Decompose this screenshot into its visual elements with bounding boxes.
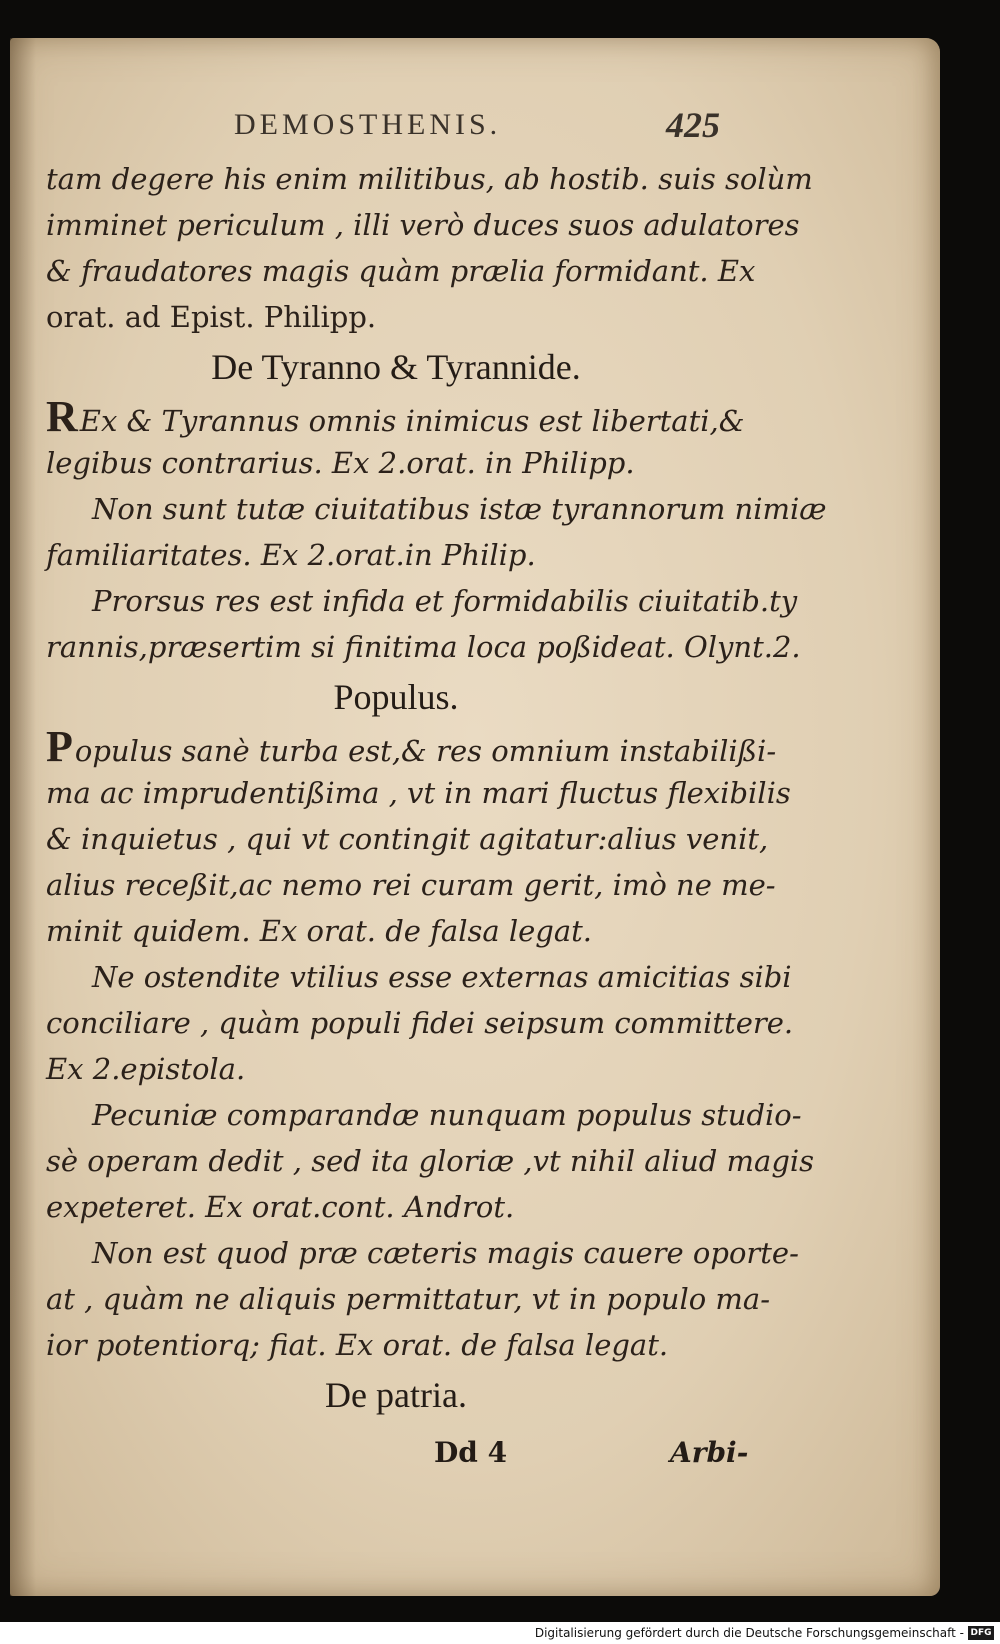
book-page bbox=[10, 38, 940, 1596]
text-line: expeteret. Ex orat.cont. Androt. bbox=[46, 1190, 515, 1224]
text-line: ior potentiorq; fiat. Ex orat. de falsa legat. bbox=[46, 1328, 669, 1362]
dfg-logo-icon: DFG bbox=[968, 1626, 994, 1640]
text-line: legibus contrarius. Ex 2.orat. in Philipp. bbox=[46, 446, 635, 480]
text-line: familiaritates. Ex 2.orat.in Philip. bbox=[46, 538, 536, 572]
section-heading-populus: Populus. bbox=[333, 677, 459, 717]
section-heading-patria: De patria. bbox=[325, 1375, 467, 1415]
attribution-bar bbox=[0, 1622, 1000, 1644]
text-line: conciliare , quàm populi fidei seipsum committere. bbox=[46, 1006, 794, 1040]
text-line: Populus sanè turba est,& res omnium instabilißi- bbox=[46, 722, 777, 771]
text-line: ma ac imprudentißima , vt in mari fluctus flexibilis bbox=[46, 776, 791, 810]
signature-mark: Dd 4 bbox=[434, 1436, 508, 1469]
text-line: Ex 2.epistola. bbox=[46, 1052, 246, 1086]
text-line: rannis,præsertim si finitima loca poßideat. Olynt.2. bbox=[46, 630, 801, 664]
text-line: Ne ostendite vtilius esse externas amicitias sibi bbox=[92, 960, 792, 994]
header-title: DEMOSTHENIS. bbox=[234, 108, 502, 141]
running-head bbox=[10, 105, 940, 154]
text-line: imminet periculum , illi verò duces suos adulatores bbox=[46, 208, 800, 242]
text-line: REx & Tyrannus omnis inimicus est libertati,& bbox=[46, 392, 745, 441]
page-footer bbox=[10, 1436, 940, 1476]
attribution-text: Digitalisierung gefördert durch die Deutsche Forschungsgemeinschaft - bbox=[534, 1626, 964, 1640]
page-number: 425 bbox=[666, 105, 720, 145]
body-text bbox=[46, 156, 827, 1422]
text-line: Non sunt tutæ ciuitatibus istæ tyrannorum nimiæ bbox=[92, 492, 827, 526]
drop-cap: P bbox=[46, 722, 73, 771]
text-line: tam degere his enim militibus, ab hostib. suis solùm bbox=[46, 162, 813, 196]
text-line: minit quidem. Ex orat. de falsa legat. bbox=[46, 914, 593, 948]
text-line: sè operam dedit , sed ita gloriæ ,vt nihil aliud magis bbox=[46, 1144, 815, 1178]
section-heading-tyranno: De Tyranno & Tyrannide. bbox=[211, 347, 581, 387]
drop-cap: R bbox=[46, 392, 78, 441]
text-line: alius receßit,ac nemo rei curam gerit, imò ne me- bbox=[46, 868, 776, 902]
text-line: & inquietus , qui vt contingit agitatur:alius venit, bbox=[46, 822, 769, 856]
text-line: Pecuniæ comparandæ nunquam populus studio- bbox=[92, 1098, 802, 1132]
text-line: orat. ad Epist. Philipp. bbox=[46, 300, 377, 334]
text-line: Prorsus res est infida et formidabilis ciuitatib.ty bbox=[92, 584, 798, 618]
text-line: Non est quod præ cæteris magis cauere oporte- bbox=[92, 1236, 799, 1270]
text-line: at , quàm ne aliquis permittatur, vt in populo ma- bbox=[46, 1282, 770, 1316]
catchword: Arbi- bbox=[670, 1436, 749, 1469]
text-line: & fraudatores magis quàm prælia formidant. Ex bbox=[46, 254, 756, 288]
